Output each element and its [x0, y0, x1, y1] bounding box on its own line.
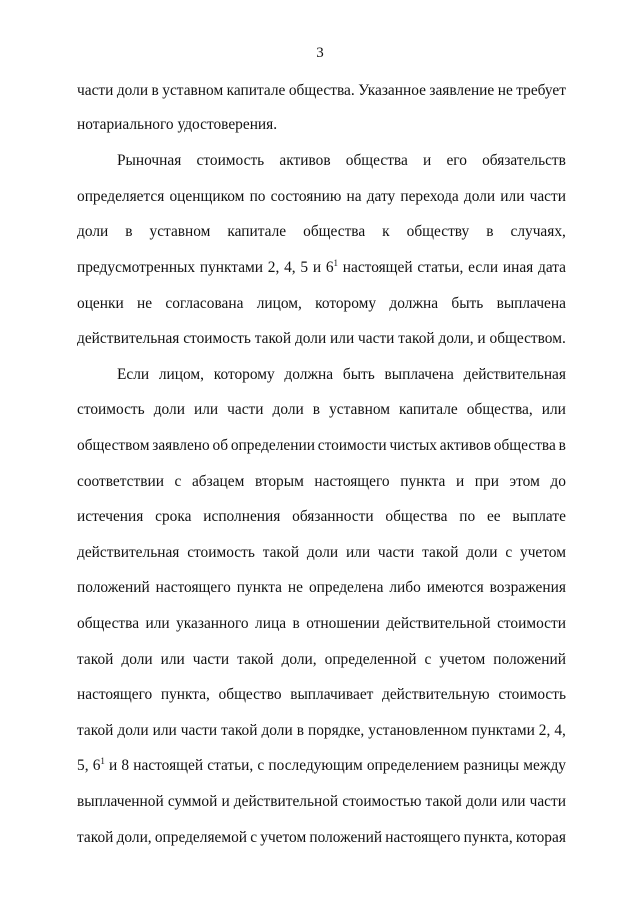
word: чистых [389, 437, 438, 454]
word: вторым [254, 473, 304, 490]
word: капитале [399, 401, 458, 418]
paragraph-first-line [117, 151, 566, 171]
word: указанного [176, 615, 249, 632]
word: учетом [520, 544, 566, 561]
word: доли [272, 401, 304, 418]
word: части [529, 188, 566, 205]
word: не [287, 579, 303, 596]
word: последующим [268, 757, 363, 774]
word: стоимости [317, 437, 387, 454]
word: доли [463, 188, 496, 205]
word: в [486, 223, 494, 240]
text-line [77, 756, 566, 776]
word: 5 [300, 259, 309, 276]
text-line [77, 329, 566, 349]
word: такой [221, 722, 258, 739]
word: настоящего [314, 473, 390, 490]
word: такой [425, 793, 462, 810]
word: до [550, 473, 566, 490]
word: оценки [77, 295, 124, 312]
word: общества [493, 437, 556, 454]
text-line [77, 472, 566, 492]
paragraph-first-line [117, 365, 566, 385]
word: части [180, 722, 218, 739]
word: или [500, 188, 525, 205]
word: части [529, 793, 566, 810]
word: обществу [406, 223, 470, 240]
word: статьи, [417, 259, 464, 276]
word: действительной [386, 615, 491, 632]
word: доли, [281, 651, 317, 668]
word: лицом, [158, 366, 205, 383]
word: с [505, 544, 513, 561]
word: части [377, 544, 415, 561]
word: исполнения [203, 508, 281, 525]
word: учетом [439, 651, 486, 668]
word: такой [77, 722, 114, 739]
word: обязанности [292, 508, 374, 525]
word: $6^1$ [325, 258, 339, 276]
word: с [174, 473, 182, 490]
word: при [474, 473, 499, 490]
word: на [346, 188, 362, 205]
word: и [455, 473, 465, 490]
word: стоимость [498, 686, 566, 703]
text-line [77, 721, 566, 741]
word: общества [385, 508, 448, 525]
line-text: нотариального удостоверения. [77, 116, 278, 133]
line-text: действительная стоимость такой доли или части такой доли, и обществом. [77, 330, 566, 347]
word: требует [516, 82, 566, 99]
word: выплаченной [77, 793, 164, 810]
word: по [249, 188, 266, 205]
word: отношении [306, 615, 380, 632]
word: обязательств [482, 152, 566, 169]
word: доли [466, 544, 498, 561]
word: заявление [429, 82, 495, 99]
word: пунктами [199, 259, 264, 276]
word: стоимости [497, 615, 566, 632]
word: действительная [77, 544, 180, 561]
word: выплате [512, 508, 566, 525]
word: части [227, 401, 264, 418]
word: определении [230, 437, 315, 454]
word: настоящего [155, 579, 231, 596]
word: статьи, [207, 757, 254, 774]
word: Рыночная [117, 152, 182, 169]
word: в [296, 722, 304, 739]
word: в [312, 401, 321, 418]
word: истечения [77, 508, 144, 525]
word: выплачивает [290, 686, 374, 703]
word: случаях, [510, 223, 566, 240]
word: имеются [426, 579, 484, 596]
word: капитале [226, 82, 286, 99]
word: общество [218, 686, 282, 703]
word: уставном [329, 401, 391, 418]
text-line [77, 543, 566, 563]
word: стоимость [196, 152, 265, 169]
word: предусмотренных [77, 259, 196, 276]
word: и [423, 152, 432, 169]
word: или [345, 544, 371, 561]
word: этом [509, 473, 540, 490]
word: Указанное [358, 82, 426, 99]
text-line [77, 578, 566, 598]
word: в [558, 437, 566, 454]
word: 5, [77, 757, 89, 774]
word: активов [279, 152, 331, 169]
word: лица [255, 615, 287, 632]
text-line [77, 81, 566, 101]
word: или [152, 722, 177, 739]
word: быть [342, 366, 375, 383]
word: не [137, 295, 153, 312]
word: его [446, 152, 467, 169]
word: выплачена [496, 295, 566, 312]
word: части [192, 651, 230, 668]
word: положений [77, 579, 150, 596]
word: доли [466, 793, 498, 810]
word: в [292, 615, 300, 632]
word: настоящей [342, 259, 413, 276]
word: суммой [167, 793, 218, 810]
text-line [77, 507, 566, 527]
text-line [77, 258, 566, 278]
word: общества, [466, 401, 533, 418]
word: пункта [236, 579, 282, 596]
word: уставном [149, 223, 211, 240]
text-line [77, 828, 566, 848]
word: перехода [400, 188, 459, 205]
word: с [257, 757, 265, 774]
word: положений [493, 651, 566, 668]
word: части [77, 82, 114, 99]
word: быть [451, 295, 484, 312]
word: или [160, 651, 185, 668]
word: уставном [162, 82, 224, 99]
word: и [109, 757, 118, 774]
word: пунктами [471, 722, 535, 739]
word: или [145, 615, 170, 632]
superscript: 1 [100, 756, 105, 766]
text-line [77, 115, 566, 135]
word: активов [439, 437, 491, 454]
word: лицом, [256, 295, 302, 312]
word: положений [309, 829, 383, 846]
word: стоимостью [342, 793, 422, 810]
word: состоянию [270, 188, 342, 205]
word: настоящего [385, 829, 461, 846]
word: оценщиком [169, 188, 245, 205]
word: доли [306, 544, 339, 561]
word: соответствии [77, 473, 164, 490]
word: действительная [463, 366, 566, 383]
word: или [501, 793, 526, 810]
word: 2, [538, 722, 551, 739]
text-line [77, 400, 566, 420]
word: пункта, [160, 686, 210, 703]
word: общества [77, 615, 140, 632]
word: или [541, 401, 566, 418]
text-line [77, 294, 566, 314]
word: пункта, [463, 829, 513, 846]
word: должна [389, 295, 439, 312]
text-line [77, 614, 566, 634]
word: заявлено [152, 437, 210, 454]
page-number: 3 [316, 45, 324, 61]
word: определенной [324, 651, 417, 668]
word: об [212, 437, 229, 454]
word: которая [515, 829, 566, 846]
word: 8 [121, 757, 130, 774]
word: стоимость [77, 401, 145, 418]
word: и [221, 793, 230, 810]
word: между [523, 757, 566, 774]
word: доли, [116, 829, 152, 846]
word: такой [422, 544, 459, 561]
word: по [459, 508, 476, 525]
text-line [77, 650, 566, 670]
word: доли [121, 651, 153, 668]
word: разницы [463, 757, 520, 774]
word: общества [345, 152, 408, 169]
word: настоящей [133, 757, 204, 774]
word: 2, [267, 259, 280, 276]
word: такой [77, 651, 114, 668]
word: такой [262, 544, 300, 561]
word: настоящего [77, 686, 153, 703]
word: такой [77, 829, 114, 846]
word: возражения [489, 579, 566, 596]
word: определяемой [154, 829, 248, 846]
word: или [193, 401, 219, 418]
word: действительную [382, 686, 490, 703]
word: абзацем [191, 473, 245, 490]
word: капитале [227, 223, 287, 240]
word: стоимость [187, 544, 255, 561]
word: определена [308, 579, 384, 596]
word: согласована [165, 295, 244, 312]
text-line [77, 792, 566, 812]
word: с [424, 651, 432, 668]
word: доли [117, 722, 149, 739]
word: 4, [284, 259, 296, 276]
word: не [497, 82, 513, 99]
word: пункта [400, 473, 446, 490]
word: с [250, 829, 258, 846]
word: дата [537, 259, 566, 276]
text-line [77, 436, 566, 456]
word: либо [389, 579, 421, 596]
text-line [77, 222, 566, 242]
word: должна [284, 366, 334, 383]
word: Если [117, 366, 150, 383]
word: доли [116, 82, 149, 99]
word: действительной [233, 793, 339, 810]
word: которому [315, 295, 377, 312]
word: ее [486, 508, 501, 525]
word: порядке, [307, 722, 365, 739]
word: выплачена [384, 366, 454, 383]
word: такой [237, 651, 274, 668]
word: в [151, 82, 159, 99]
word: дату [366, 188, 396, 205]
word: учетом [260, 829, 307, 846]
word: которому [213, 366, 275, 383]
word: общества [303, 223, 366, 240]
word: к [382, 223, 390, 240]
word: общества. [288, 82, 355, 99]
word: 4, [554, 722, 566, 739]
word: доли [153, 401, 185, 418]
word: обществом [77, 437, 150, 454]
word: доли [261, 722, 293, 739]
word: если [468, 259, 499, 276]
word: установленном [368, 722, 468, 739]
word: срока [155, 508, 192, 525]
superscript: 1 [333, 258, 339, 268]
text-line [77, 685, 566, 705]
word: доли [77, 223, 109, 240]
word: определяется [77, 188, 165, 205]
word: и [312, 259, 322, 276]
word: определением [366, 757, 460, 774]
word: в [125, 223, 133, 240]
text-line [77, 187, 566, 207]
word: $6^1$ [92, 756, 105, 774]
word: иная [502, 259, 534, 276]
